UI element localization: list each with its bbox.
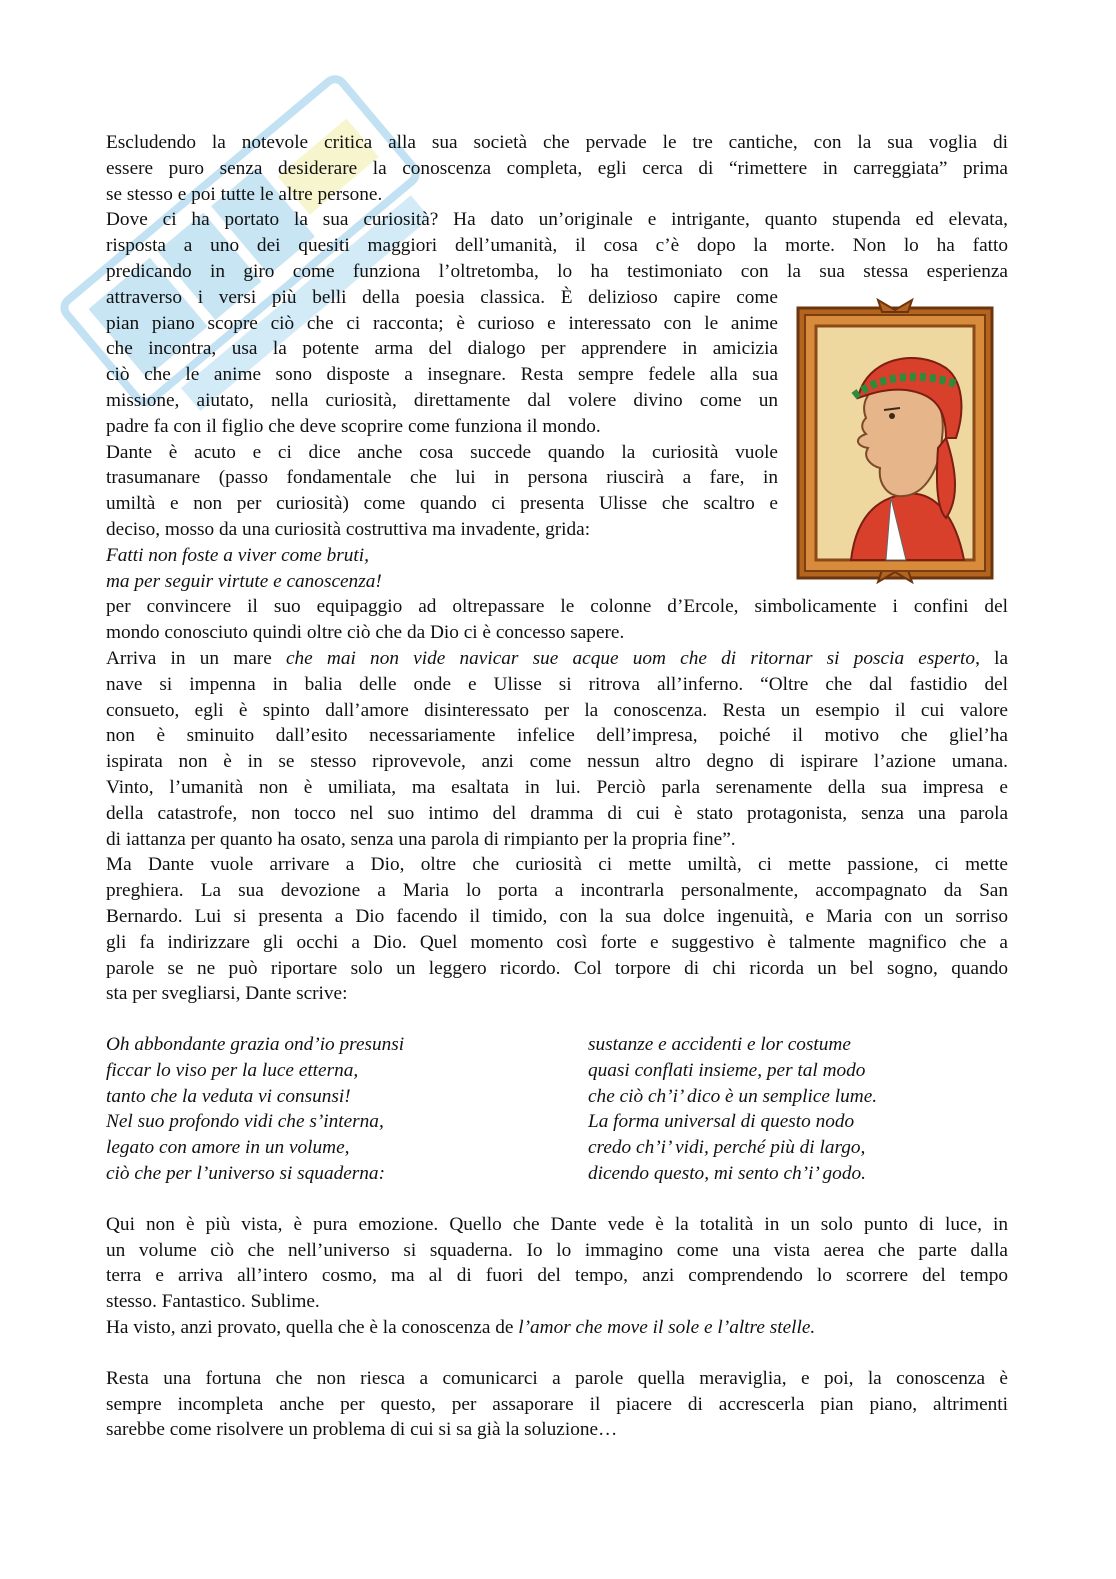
text-line: Dante è acuto e ci dice anche cosa succede quando la curiosità vuole <box>106 441 778 463</box>
text-line: terra e arriva all’intero cosmo, ma al di fuori del tempo, anzi comprendendo lo scorrere del tempo <box>106 1265 1008 1287</box>
text-line: risposta a uno dei quesiti maggiori dell’umanità, il cosa c’è dopo la morte. Non lo ha fatto <box>106 235 1008 257</box>
text-line: ciò che le anime sono disposte a insegnare. Resta sempre fedele alla sua <box>106 364 778 386</box>
text-line: Ha visto, anzi provato, quella che è la conoscenza de l’amor che move il sole e l’altre stelle. <box>106 1317 816 1339</box>
paragraph <box>106 1366 1008 1443</box>
paragraph <box>106 646 1008 852</box>
verse-line: quasi conflati insieme, per tal modo <box>588 1059 866 1081</box>
text-line: un volume ciò che nell’universo si squaderna. Io lo immagino come una vista aerea che parte dalla <box>106 1239 1008 1261</box>
text-line: deciso, mosso da una curiosità costruttiva ma invadente, grida: <box>106 518 591 540</box>
paragraph <box>106 852 1008 1007</box>
inline-quote: che mai non vide navicar sue acque uom che di ritornar si poscia esperto <box>285 647 976 669</box>
text-line: sarebbe come risolvere un problema di cui si sa già la soluzione… <box>106 1419 618 1441</box>
verse-line: tanto che la veduta vi consunsi! <box>106 1085 351 1107</box>
text-line: che incontra, usa la potente arma del dialogo per apprendere in amicizia <box>106 338 778 360</box>
text-line: consueto, egli è spinto dall’amore disinteressato per la conoscenza. Resta un esempio il cui valore <box>106 699 1008 721</box>
text-line: Arriva in un mare che mai non vide navicar sue acque uom che di ritornar si poscia esperto, la <box>106 647 1008 669</box>
verse-line: dicendo questo, mi sento ch’i’ godo. <box>588 1163 866 1185</box>
text-line: della catastrofe, non tocco nel suo intimo del dramma di cui è stato protagonista, senza una parola <box>106 802 1008 824</box>
text-line: umiltà e non per curiosità) come quando ci presenta Ulisse che scaltro e <box>106 493 778 515</box>
verse-column-right <box>588 1032 1008 1187</box>
verse-line: legato con amore in un volume, <box>106 1137 350 1159</box>
text-line: Escludendo la notevole critica alla sua società che pervade le tre cantiche, con la sua voglia di <box>106 132 1008 153</box>
text-line: stesso. Fantastico. Sublime. <box>106 1291 320 1313</box>
text-line: ispirata non è in se stesso riprovevole, anzi come nessun altro degno di ispirare l’azione umana. <box>106 751 1008 773</box>
text-line: attraverso i versi più belli della poesia classica. È delizioso capire come <box>106 286 778 308</box>
text-line: per convincere il suo equipaggio ad oltrepassare le colonne d’Ercole, simbolicamente i confini del <box>106 596 1008 618</box>
verse-block <box>106 1032 1008 1187</box>
text-line: Qui non è più vista, è pura emozione. Quello che Dante vede è la totalità in un solo punto di luce, in <box>106 1213 1008 1235</box>
text-line: missione, aiutato, nella curiosità, direttamente dal volere divino come un <box>106 389 778 411</box>
text-line: essere puro senza desiderare la conoscenza completa, egli cerca di “rimettere in carreggiata” prima <box>106 157 1008 179</box>
verse-line: Oh abbondante grazia ond’io presunsi <box>106 1034 405 1056</box>
quote-line: Fatti non foste a viver come bruti, <box>106 544 369 566</box>
text-line: Vinto, l’umanità non è umiliata, ma esaltata in lui. Perciò parla serenamente della sua impresa e <box>106 776 1008 798</box>
text-line: preghiera. La sua devozione a Maria lo porta a incontrarla personalmente, accompagnato da San <box>106 880 1008 902</box>
text-line: Bernardo. Lui si presenta a Dio facendo il timido, con la sua dolce ingenuità, e Maria con un sorriso <box>106 905 1008 927</box>
verse-line: credo ch’i’ vidi, perché più di largo, <box>588 1137 866 1159</box>
text-line: padre fa con il figlio che deve scoprire come funziona il mondo. <box>106 415 601 437</box>
text-line: non è sminuito dall’esito necessariamente infelice dell’impresa, poiché il motivo che gliel’ha <box>106 725 1008 747</box>
paragraph <box>106 130 1008 207</box>
text-line: nave si impenna in balia delle onde e Ulisse si ritrova all’inferno. “Oltre che dal fastidio del <box>106 673 1008 695</box>
text-line: Dove ci ha portato la sua curiosità? Ha dato un’originale e intrigante, quanto stupenda ed elevata, <box>106 209 1008 231</box>
text-line: pian piano scopre ciò che ci racconta; è curioso e interessato con le anime <box>106 312 778 334</box>
text-line: sta per svegliarsi, Dante scrive: <box>106 983 348 1005</box>
text-line: gli fa indirizzare gli occhi a Dio. Quel momento così forte e suggestivo è talmente magnifico che a <box>106 931 1008 953</box>
text-line: predicando in giro come funziona l’oltretomba, lo ha testimoniato con la sua stessa esperienza <box>106 260 1008 282</box>
inline-quote: l’amor che move il sole e l’altre stelle. <box>518 1317 816 1339</box>
verse-line: sustanze e accidenti e lor costume <box>588 1034 851 1056</box>
paragraph <box>106 1212 1008 1341</box>
text-line: di iattanza per quanto ha osato, senza una parola di rimpianto per la propria fine”. <box>106 828 736 850</box>
quote-line: ma per seguir virtute e canoscenza! <box>106 570 382 592</box>
verse-line: che ciò ch’i’ dico è un semplice lume. <box>588 1085 878 1107</box>
dante-portrait-icon <box>796 298 994 584</box>
verse-line: ficcar lo viso per la luce etterna, <box>106 1059 359 1081</box>
text-line: Ma Dante vuole arrivare a Dio, oltre che curiosità ci mette umiltà, ci mette passione, ci mette <box>106 854 1008 876</box>
verse-line: ciò che per l’universo si squaderna: <box>106 1163 385 1185</box>
text-line: sempre incompleta anche per questo, per assaporare il piacere di accrescerla pian piano, altrimenti <box>106 1393 1008 1415</box>
verse-line: Nel suo profondo vidi che s’interna, <box>106 1111 384 1133</box>
verse-line: La forma universal di questo nodo <box>588 1111 855 1133</box>
text-line: parole se ne può riportare solo un leggero ricordo. Col torpore di chi ricorda un bel sogno, quando <box>106 957 1008 979</box>
text-line: mondo conosciuto quindi oltre ciò che da Dio ci è concesso sapere. <box>106 622 625 644</box>
text-line: Resta una fortuna che non riesca a comunicarci a parole quella meraviglia, e poi, la conoscenza è <box>106 1367 1008 1389</box>
verse-column-left <box>106 1032 588 1187</box>
text-line: se stesso e poi tutte le altre persone. <box>106 183 383 205</box>
text-line: trasumanare (passo fondamentale che lui in persona riuscirà a fare, in <box>106 467 778 489</box>
